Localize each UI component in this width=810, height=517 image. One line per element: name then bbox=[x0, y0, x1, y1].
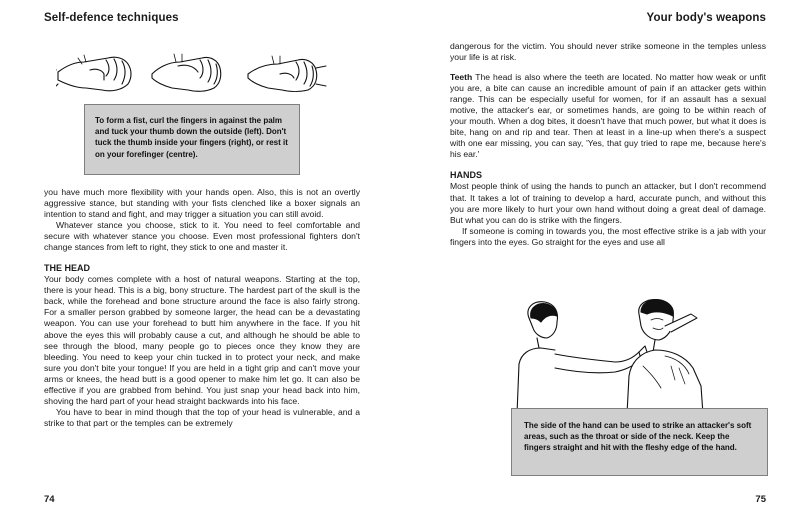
right-body bbox=[450, 41, 766, 248]
fist-right-icon bbox=[248, 56, 326, 92]
paragraph: If someone is coming in towards you, the most effective strike is a jab with your fingers into the eyes. Go straight for the eyes and use all bbox=[450, 225, 766, 247]
paragraph: You have to bear in mind though that the top of your head is vulnerable, and a strike to that part or the temples can be extremely bbox=[44, 406, 360, 428]
left-body bbox=[44, 187, 360, 429]
teeth-paragraph bbox=[450, 72, 766, 160]
page-number-right: 75 bbox=[755, 494, 766, 505]
paragraph: you have much more flexibility with your hands open. Also, this is not an overtly aggressive stance, but standing with your fists clenched like a boxer signals an intention to stand and fight, and may trigger a situation you can still avoid. bbox=[44, 187, 360, 220]
hand-strike-caption: The side of the hand can be used to strike an attacker's soft areas, such as the throat or side of the neck. Keep the fingers straight and hit with the fleshy edge of the hand. bbox=[511, 408, 768, 476]
teeth-lead: Teeth bbox=[450, 72, 473, 83]
fist-caption: To form a fist, curl the fingers in against the palm and tuck your thumb down the outside (left). Don't tuck the thumb inside your fingers (right), or rest it on your forefinger (centre). bbox=[84, 104, 300, 175]
teeth-text: The head is also where the teeth are located. No matter how weak or unfit you are, a bite can cause an incredible amount of pain if an attacker gets within range. This can be especially useful for women, for if an assault has a sexual motive, the attacker's ear, or sometimes hands, are going to be within reach of your mouth. When a dog bites, it doesn't have that much power, but what it does is bite, hang on and rip and tear. Then at least in a line-up when there's a suspect with one ear missing, you can say, 'Yes, that guy tried to rape me, because here's his ear.' bbox=[450, 72, 766, 160]
fist-centre-icon bbox=[152, 54, 221, 91]
paragraph: Whatever stance you choose, stick to it. You need to feel comfortable and secure with whatever stance you choose. Even most professional fighters don't change stances from left to right, they stick to one and master it. bbox=[44, 220, 360, 253]
section-heading-head: THE HEAD bbox=[44, 263, 91, 274]
running-head-right: Your body's weapons bbox=[646, 12, 766, 24]
page-number-left: 74 bbox=[44, 494, 55, 505]
paragraph: Most people think of using the hands to punch an attacker, but I don't recommend that. It takes a lot of training to develop a hard, accurate punch, and without this you are more likely to hurt your own hand without doing a great deal of damage. But what you can do is strike with the fingers. bbox=[450, 181, 766, 225]
paragraph: dangerous for the victim. You should never strike someone in the temples unless your life is at risk. bbox=[450, 41, 766, 63]
section-heading-hands: HANDS bbox=[450, 170, 483, 181]
hand-strike-illustration-icon bbox=[515, 296, 735, 414]
fist-sequence-icon bbox=[56, 44, 328, 102]
right-page bbox=[405, 0, 810, 517]
paragraph: Your body comes complete with a host of natural weapons. Starting at the top, there is your head. This is a big, bony structure. The hardest part of the skull is the back, while the forehead and bone structure around the face is also fairly strong. For a smaller person grabbed by someone larger, the head can be a devastating weapon. You can use your forehead to butt him anywhere in the face. If you hit above the eyes this will probably cause a cut, and although he should be able to see through the blood, many people go to pieces once they know they are bleeding. You need to keep your chin tucked in to protect your neck, and make sure you don't bite your tongue! If you are held in a tight grip and can't move your arms or knees, the head butt is a good opener to make him let go. It can also be effective if you are grabbed from behind. You just snap your head back into him, shoving the hard part of your head straight backwards into his face. bbox=[44, 274, 360, 406]
fist-left-icon bbox=[56, 55, 131, 91]
running-head-left: Self-defence techniques bbox=[44, 12, 179, 24]
